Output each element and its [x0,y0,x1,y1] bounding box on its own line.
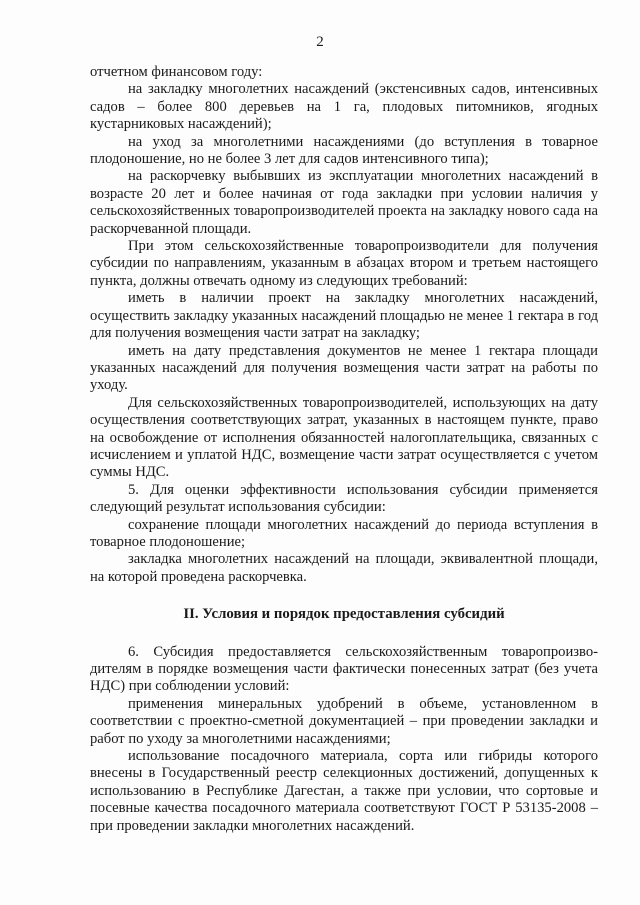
section-heading: II. Условия и порядок предоставления субсидий [183,606,505,623]
paragraph: применения минеральных удобрений в объеме, установленном в соответствии с проектно-сметной документацией – при проведении закладки и работ по уходу за многолетними насаждениями; [90,695,598,747]
paragraph: использование посадочного материала, сорта или гибриды которого внесены в Государственный реестр селекционных достижений, допущенных к использованию в Республике Дагестан, а также при условии, что сортовые и посевные качества посадочного материала соответствуют ГОСТ Р 53135-2008 – при проведении закладки многолетних насаждений. [90,748,598,834]
paragraph: иметь на дату представления документов не менее 1 гектара площади указанных насаждений для получения возмещения части затрат на работы по уходу. [90,342,598,394]
paragraphs-before-section [90,64,598,586]
paragraph: 5. Для оценки эффективности использования субсидии применяется следующий результат использования субсидии: [90,481,598,516]
paragraph: отчетном финансовом году: [90,64,263,80]
paragraph: на уход за многолетними насаждениями (до вступления в товарное плодоношение, но не более 3 лет для садов интенсивного типа); [90,133,598,168]
paragraph: на закладку многолетних насаждений (экстенсивных садов, интенсивных садов – более 800 деревьев на 1 га, плодовых питомников, ягодных кустарниковых насаждений); [90,81,598,133]
paragraph: При этом сельскохозяйственные товаропроизводители для получения субсидии по направлениям, указанным в абзацах втором и третьем настоящего пункта, должны отвечать одному из следующих требований: [90,238,598,289]
document-body [90,64,598,835]
paragraph: Для сельскохозяйственных товаропроизводителей, использующих на дату осуществления соответствующих затрат, указанных в настоящем пункте, право на освобождение от исполнения обязанностей налогоплательщика, связанных с исчислением и уплатой НДС, возмещение части затрат осуществляется с учетом суммы НДС. [90,394,598,481]
paragraphs-after-section [90,644,598,835]
paragraph: 6. Субсидия предоставляется сельскохозяйственным товаропроизводителям в порядке возмещения части фактически понесенных затрат (без учета НДС) при соблюдении условий: [90,643,598,695]
page-number: 2 [316,34,324,50]
paragraph: сохранение площади многолетних насаждений до периода вступления в товарное плодоношение; [90,516,598,550]
paragraph: иметь в наличии проект на закладку многолетних насаждений, осуществить закладку указанных насаждений площадью не менее 1 гектара в год для получения возмещения части затрат на закладку; [90,290,598,342]
paragraph: на раскорчевку выбывших из эксплуатации многолетних насаждений в возрасте 20 лет и более начиная от года закладки при условии наличия у сельскохозяйственных товаропроизводителей проекта на закладку нового сада на раскорчеванной площади. [90,168,598,237]
paragraph: закладка многолетних насаждений на площади, эквивалентной площади, на которой проведена раскорчевка. [90,551,598,585]
